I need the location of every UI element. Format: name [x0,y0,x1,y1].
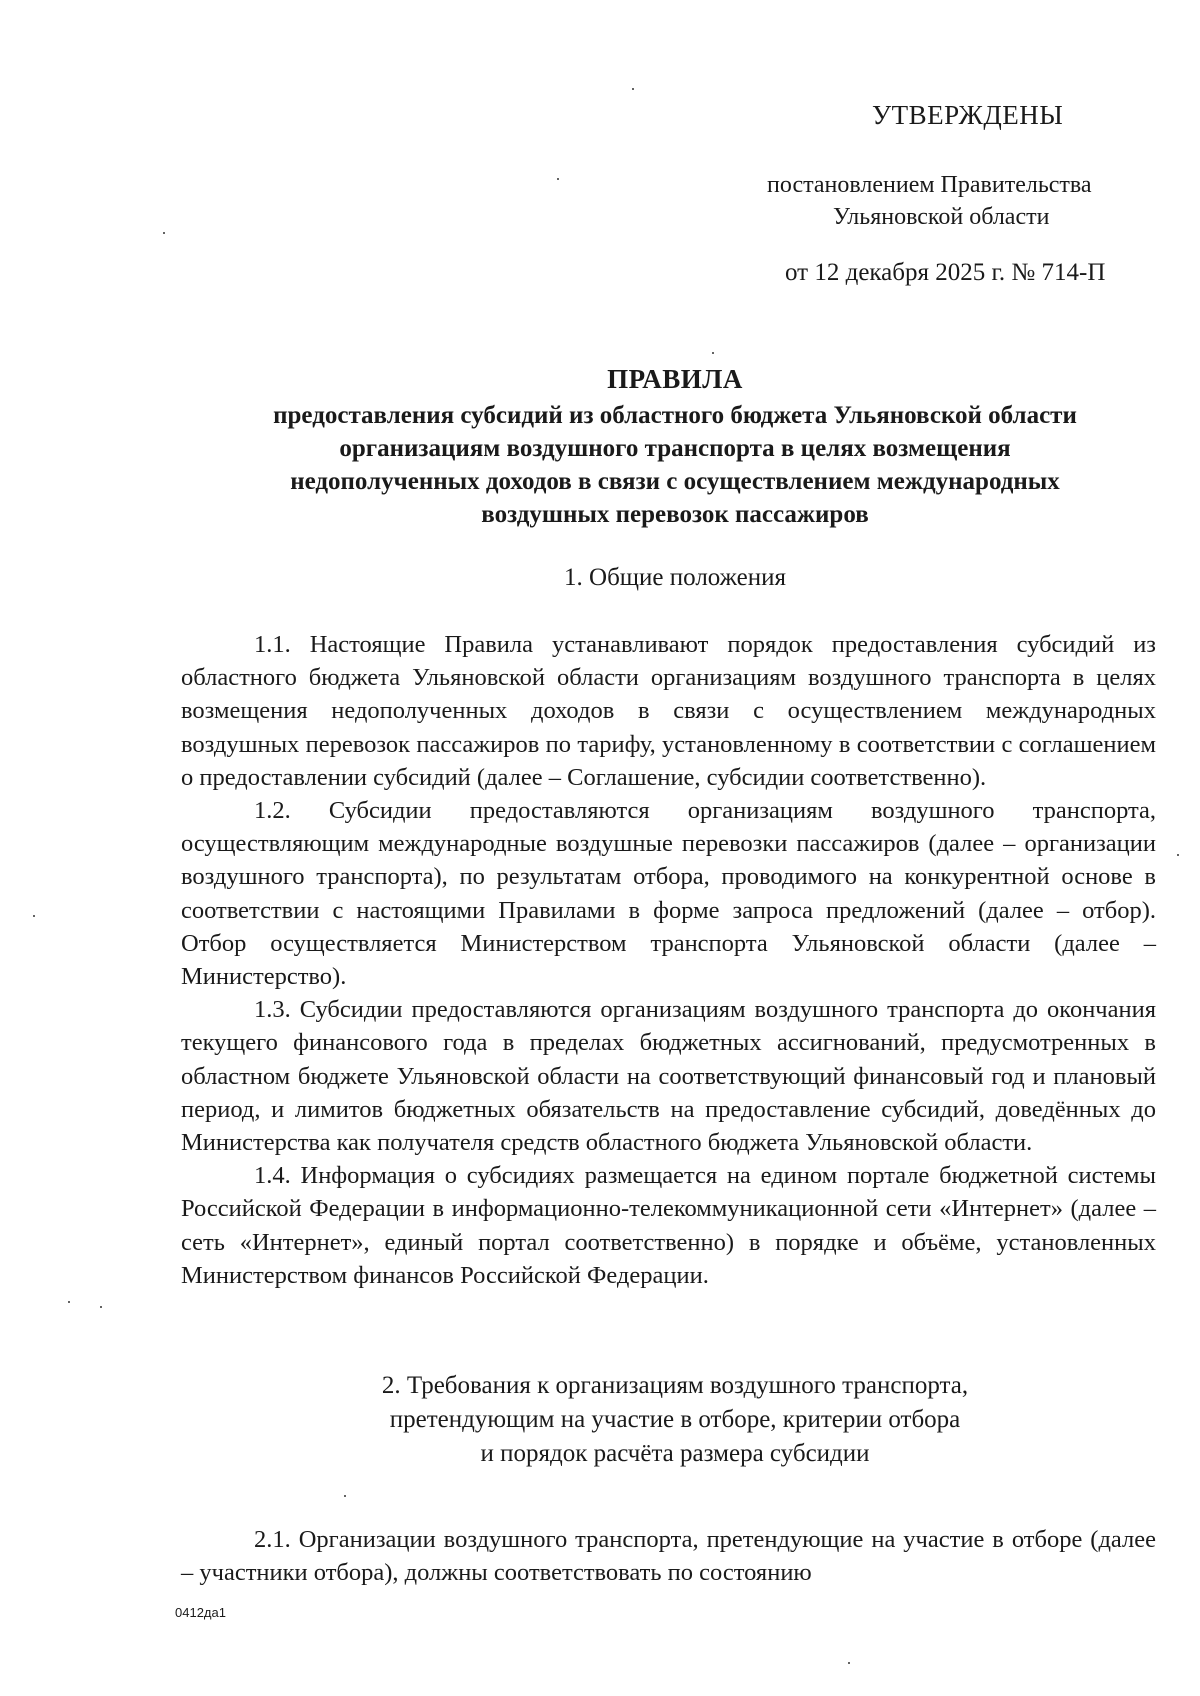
scan-speck [557,178,559,180]
title-sub-line: предоставления субсидий из областного бюджета Ульяновской области [273,402,1077,429]
scan-speck [33,915,35,917]
scan-speck [1177,854,1179,856]
section-2-body [181,1523,1156,1589]
title-sub-line: организациям воздушного транспорта в целях возмещения [339,435,1011,462]
paragraph-2-1: 2.1. Организации воздушного транспорта, претендующие на участие в отборе (далее – участники отбора), должны соответствовать по состоянию [181,1526,1156,1587]
document-code: 0412да1 [175,1605,226,1620]
paragraph-1-1: 1.1. Настоящие Правила устанавливают порядок предоставления субсидий из областного бюджета Ульяновской области организациям воздушного транспорта в целях возмещения недополученных доходов в связи с осуществлением международных воздушных перевозок пассажиров по тарифу, установленному в соответствии с соглашением о предоставлении субсидий (далее – Соглашение, субсидии соответственно). [181,631,1156,791]
paragraph-1-4: 1.4. Информация о субсидиях размещается на едином портале бюджетной системы Российской Федерации в информационно-телекоммуникационной сети «Интернет» (далее – сеть «Интернет», единый портал соответственно) в порядке и объёме, установленных Министерством финансов Российской Федерации. [181,1162,1156,1289]
section-1-body [181,628,1156,1292]
approved-stamp-text: УТВЕРЖДЕНЫ [872,100,1064,130]
section-2-heading-line: и порядок расчёта размера субсидии [480,1440,870,1467]
approval-date-number-line: от 12 декабря 2025 г. № 714-П [785,259,1106,286]
document-title [190,364,1160,531]
paragraph-1-3: 1.3. Субсидии предоставляются организациям воздушного транспорта до окончания текущего финансового года в пределах бюджетных ассигнований, предусмотренных в областном бюджете Ульяновской области на соответствующий финансовый год и плановый период, и лимитов бюджетных обязательств на предоставление субсидий, доведённых до Министерства как получателя средств областного бюджета Ульяновской области. [181,996,1156,1157]
section-2-heading [190,1369,1160,1471]
title-sub-line: воздушных перевозок пассажиров [481,501,869,528]
scan-speck [632,88,634,90]
scan-speck [848,1662,850,1664]
scan-speck [163,232,165,234]
section-2-heading-line: 2. Требования к организациям воздушного транспорта, [381,1372,969,1399]
paragraph-1-2: 1.2. Субсидии предоставляются организациям воздушного транспорта, осуществляющим международные воздушные перевозки пассажиров (далее – организации воздушного транспорта), по результатам отбора, проводимого на конкурентной основе в соответствии с настоящими Правилами в форме запроса предложений (далее – отбор). Отбор осуществляется Министерством транспорта Ульяновской области (далее – Министерство). [181,797,1156,991]
section-1-heading: 1. Общие положения [564,564,786,591]
scan-speck [712,352,714,354]
scan-speck [68,1301,70,1303]
title-sub-line: недополученных доходов в связи с осуществлением международных [290,468,1060,495]
scan-speck [100,1306,102,1308]
scan-speck [344,1495,346,1497]
approval-region-line: Ульяновской области [833,204,1050,230]
title-main: ПРАВИЛА [607,364,743,394]
approval-authority-line: постановлением Правительства [767,172,1092,198]
section-2-heading-line: претендующим на участие в отборе, критерии отбора [389,1406,961,1433]
